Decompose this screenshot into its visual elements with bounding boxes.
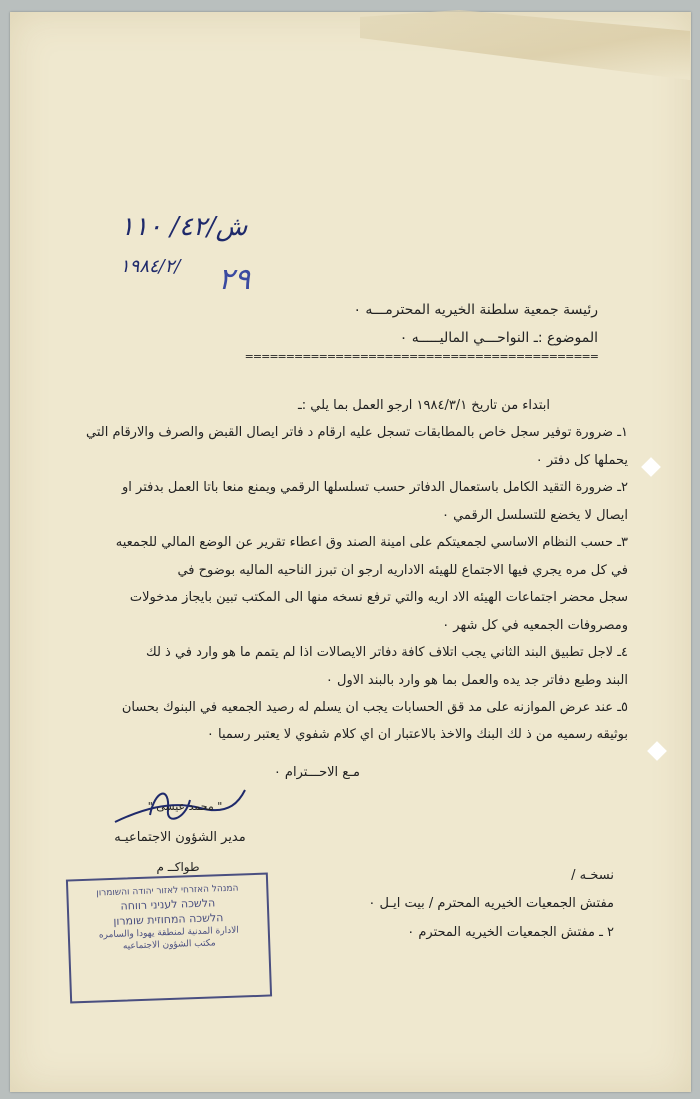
body-line-7: سجل محضر اجتماعات الهيئه الاد اريه والتي ترفع نسخه منها الى المكتب تبين بايجاز مدخولات <box>129 590 628 605</box>
divider: =========================================== <box>244 350 598 363</box>
copies-item-1: مفتش الجمعيات الخيريه المحترم / بيت ايـل ٠ <box>368 896 614 911</box>
body-line-10: البند وطبع دفاتر جد يده والعمل بما هو وارد بالبند الاول ٠ <box>325 673 628 688</box>
stamp-line-3: הלשכה המחוזית שומרון <box>113 911 224 928</box>
margin-note: ٢٩ <box>218 262 251 297</box>
stamp-line-1: המנהל האזרחי לאזור יהודה והשומרון <box>96 883 239 899</box>
intro-line: ابتداء من تاريخ ١٩٨٤/٣/١ ارجو العمل بما يلي :ـ <box>297 398 550 413</box>
body-line-4: ايصال لا يخضع للتسلسل الرقمي ٠ <box>441 508 628 523</box>
reference-number: ش/٤٢/ ١١٠ <box>120 212 248 242</box>
subject-line: الموضوع :ـ النواحـــي الماليـــــه ٠ <box>399 330 598 346</box>
body-line-8: ومصروفات الجمعيه في كل شهر ٠ <box>442 618 628 633</box>
reference-date: ١٩٨٤/٢/ <box>120 256 181 277</box>
stamp-line-4: الادارة المدنية لمنطقة يهودا والسامره <box>98 925 239 941</box>
body-line-3: ٢ـ ضرورة التقيد الكامل باستعمال الدفاتر حسب تسلسلها الرقمي ويمنع منعا باتا العمل بدفتر او <box>122 480 628 495</box>
body-line-1: ١ـ ضرورة توفير سجل خاص بالمطابقات تسجل عليه ارقام د فاتر ايصال القبض والصرف والارقام التي <box>85 425 628 440</box>
closing-line: مـع الاحـــترام ٠ <box>273 765 360 780</box>
stamp-line-2: הלשכה לעניני רווחה <box>120 896 216 913</box>
copies-heading: نسخـه / <box>571 868 614 883</box>
copies-item-2: ٢ ـ مفتش الجمعيات الخيريه المحترم ٠ <box>407 925 614 940</box>
body-line-5: ٣ـ حسب النظام الاساسي لجمعيتكم على امينة الصند وق اعطاء تقرير عن الوضع المالي للجمعيه <box>115 535 628 550</box>
body-line-2: يحملها كل دفتر ٠ <box>535 453 628 468</box>
stamp-line-5: مكتب الشؤون الاجتماعيه <box>122 938 216 952</box>
signatory-name: " محمد عيسى " <box>147 800 223 813</box>
body-line-12: بوثيقه رسميه من ذ لك البنك والاخذ بالاعتبار ان اي كلام شفوي لا يعتبر رسميا ٠ <box>206 727 628 742</box>
typist-initials: طواكــ م <box>156 860 200 874</box>
body-line-6: في كل مره يجري فيها الاجتماع للهيئه الاداريه ارجو ان تبرز الناحيه الماليه بوضوح في <box>177 563 628 578</box>
body-line-11: ٥ـ عند عرض الموازنه على مد قق الحسابات يجب ان يسلم له رصيد الجمعيه في البنوك بحسان <box>121 700 628 715</box>
recipient-line: رئيسة جمعية سلطنة الخيريه المحترمـــه ٠ <box>353 302 598 318</box>
signatory-title: مدير الشؤون الاجتماعيـه <box>114 830 246 845</box>
official-stamp <box>66 873 272 1004</box>
body-line-9: ٤ـ لاجل تطبيق البند الثاني يجب اتلاف كافة دفاتر الايصالات اذا لم يتمم ما هو وارد في ذ لك <box>146 645 628 660</box>
